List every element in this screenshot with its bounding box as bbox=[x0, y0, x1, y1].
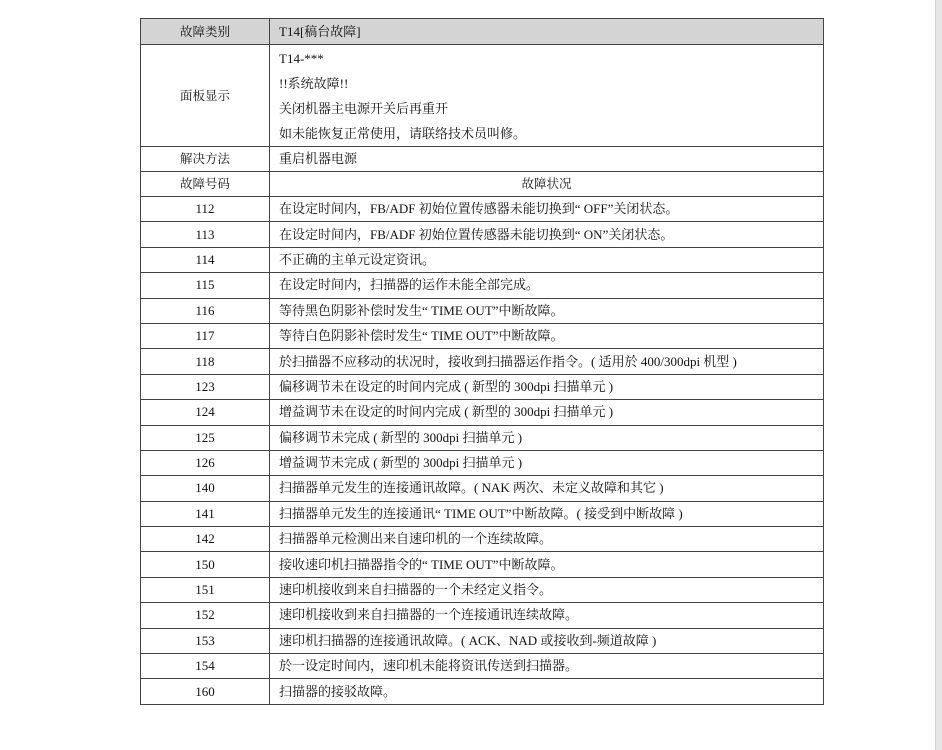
solution-label: 解决方法 bbox=[141, 147, 270, 172]
fault-description-cell: 扫描器单元发生的连接通讯故障。( NAK 两次、未定义故障和其它 ) bbox=[270, 476, 824, 501]
panel-display-row bbox=[141, 45, 824, 147]
fault-code-cell: 152 bbox=[141, 603, 270, 628]
fault-description-cell: 速印机接收到来自扫描器的一个未经定义指令。 bbox=[270, 577, 824, 602]
table-row bbox=[141, 527, 824, 552]
fault-description-cell: 於扫描器不应移动的状况时，接收到扫描器运作指令。( 适用於 400/300dpi 机型 ) bbox=[270, 349, 824, 374]
table-row bbox=[141, 628, 824, 653]
fault-code-cell: 123 bbox=[141, 374, 270, 399]
fault-description-cell: 速印机接收到来自扫描器的一个连接通讯连续故障。 bbox=[270, 603, 824, 628]
table-row bbox=[141, 577, 824, 602]
table-row bbox=[141, 273, 824, 298]
column-header-status: 故障状况 bbox=[270, 172, 824, 197]
page-scroll-edge bbox=[935, 0, 942, 750]
table-row bbox=[141, 222, 824, 247]
fault-code-cell: 118 bbox=[141, 349, 270, 374]
fault-code-cell: 114 bbox=[141, 247, 270, 272]
table-row bbox=[141, 654, 824, 679]
table-row bbox=[141, 400, 824, 425]
panel-display-value bbox=[270, 45, 824, 147]
fault-description-cell: 扫描器单元发生的连接通讯“ TIME OUT”中断故障。( 接受到中断故障 ) bbox=[270, 501, 824, 526]
fault-description-cell: 增益调节未在设定的时间内完成 ( 新型的 300dpi 扫描单元 ) bbox=[270, 400, 824, 425]
fault-code-cell: 126 bbox=[141, 450, 270, 475]
table-row bbox=[141, 679, 824, 704]
fault-code-cell: 154 bbox=[141, 654, 270, 679]
panel-line: T14-*** bbox=[279, 50, 324, 66]
fault-code-cell: 113 bbox=[141, 222, 270, 247]
category-row bbox=[141, 19, 824, 45]
fault-code-cell: 142 bbox=[141, 527, 270, 552]
fault-code-cell: 124 bbox=[141, 400, 270, 425]
table-row bbox=[141, 349, 824, 374]
table-row bbox=[141, 197, 824, 222]
fault-description-cell: 接收速印机扫描器指令的“ TIME OUT”中断故障。 bbox=[270, 552, 824, 577]
fault-description-cell: 不正确的主单元设定资讯。 bbox=[270, 247, 824, 272]
fault-code-table bbox=[140, 18, 824, 705]
fault-code-cell: 150 bbox=[141, 552, 270, 577]
panel-line: 如未能恢复正常使用，请联络技术员叫修。 bbox=[279, 125, 527, 141]
table-row bbox=[141, 298, 824, 323]
fault-code-cell: 117 bbox=[141, 323, 270, 348]
table-row bbox=[141, 501, 824, 526]
fault-description-cell: 速印机扫描器的连接通讯故障。( ACK、NAD 或接收到-频道故障 ) bbox=[270, 628, 824, 653]
fault-description-cell: 偏移调节未完成 ( 新型的 300dpi 扫描单元 ) bbox=[270, 425, 824, 450]
fault-description-cell: 增益调节未完成 ( 新型的 300dpi 扫描单元 ) bbox=[270, 450, 824, 475]
category-value: T14[稿台故障] bbox=[270, 19, 824, 45]
panel-line: !!系统故障!! bbox=[279, 75, 349, 91]
column-header-row bbox=[141, 172, 824, 197]
fault-description-cell: 偏移调节未在设定的时间内完成 ( 新型的 300dpi 扫描单元 ) bbox=[270, 374, 824, 399]
panel-display-label: 面板显示 bbox=[141, 45, 270, 147]
table-row bbox=[141, 247, 824, 272]
fault-description-cell: 於一设定时间内，速印机未能将资讯传送到扫描器。 bbox=[270, 654, 824, 679]
table-row bbox=[141, 450, 824, 475]
fault-code-cell: 115 bbox=[141, 273, 270, 298]
fault-description-cell: 在设定时间内，FB/ADF 初始位置传感器未能切换到“ ON”关闭状态。 bbox=[270, 222, 824, 247]
fault-description-cell: 扫描器单元检测出来自速印机的一个连续故障。 bbox=[270, 527, 824, 552]
fault-description-cell: 扫描器的接驳故障。 bbox=[270, 679, 824, 704]
solution-row bbox=[141, 147, 824, 172]
fault-code-cell: 112 bbox=[141, 197, 270, 222]
table-row bbox=[141, 552, 824, 577]
fault-description-cell: 等待黑色阴影补偿时发生“ TIME OUT”中断故障。 bbox=[270, 298, 824, 323]
panel-line: 关闭机器主电源开关后再重开 bbox=[279, 100, 449, 116]
column-header-code: 故障号码 bbox=[141, 172, 270, 197]
fault-code-cell: 141 bbox=[141, 501, 270, 526]
fault-description-cell: 在设定时间内，FB/ADF 初始位置传感器未能切换到“ OFF”关闭状态。 bbox=[270, 197, 824, 222]
table-row bbox=[141, 425, 824, 450]
fault-description-cell: 在设定时间内，扫描器的运作未能全部完成。 bbox=[270, 273, 824, 298]
solution-value: 重启机器电源 bbox=[270, 147, 824, 172]
table-row bbox=[141, 374, 824, 399]
fault-code-cell: 151 bbox=[141, 577, 270, 602]
fault-code-cell: 153 bbox=[141, 628, 270, 653]
fault-code-cell: 125 bbox=[141, 425, 270, 450]
table-row bbox=[141, 476, 824, 501]
category-label: 故障类别 bbox=[141, 19, 270, 45]
table-row bbox=[141, 603, 824, 628]
fault-description-cell: 等待白色阴影补偿时发生“ TIME OUT”中断故障。 bbox=[270, 323, 824, 348]
fault-code-cell: 116 bbox=[141, 298, 270, 323]
fault-code-cell: 160 bbox=[141, 679, 270, 704]
fault-code-cell: 140 bbox=[141, 476, 270, 501]
table-row bbox=[141, 323, 824, 348]
